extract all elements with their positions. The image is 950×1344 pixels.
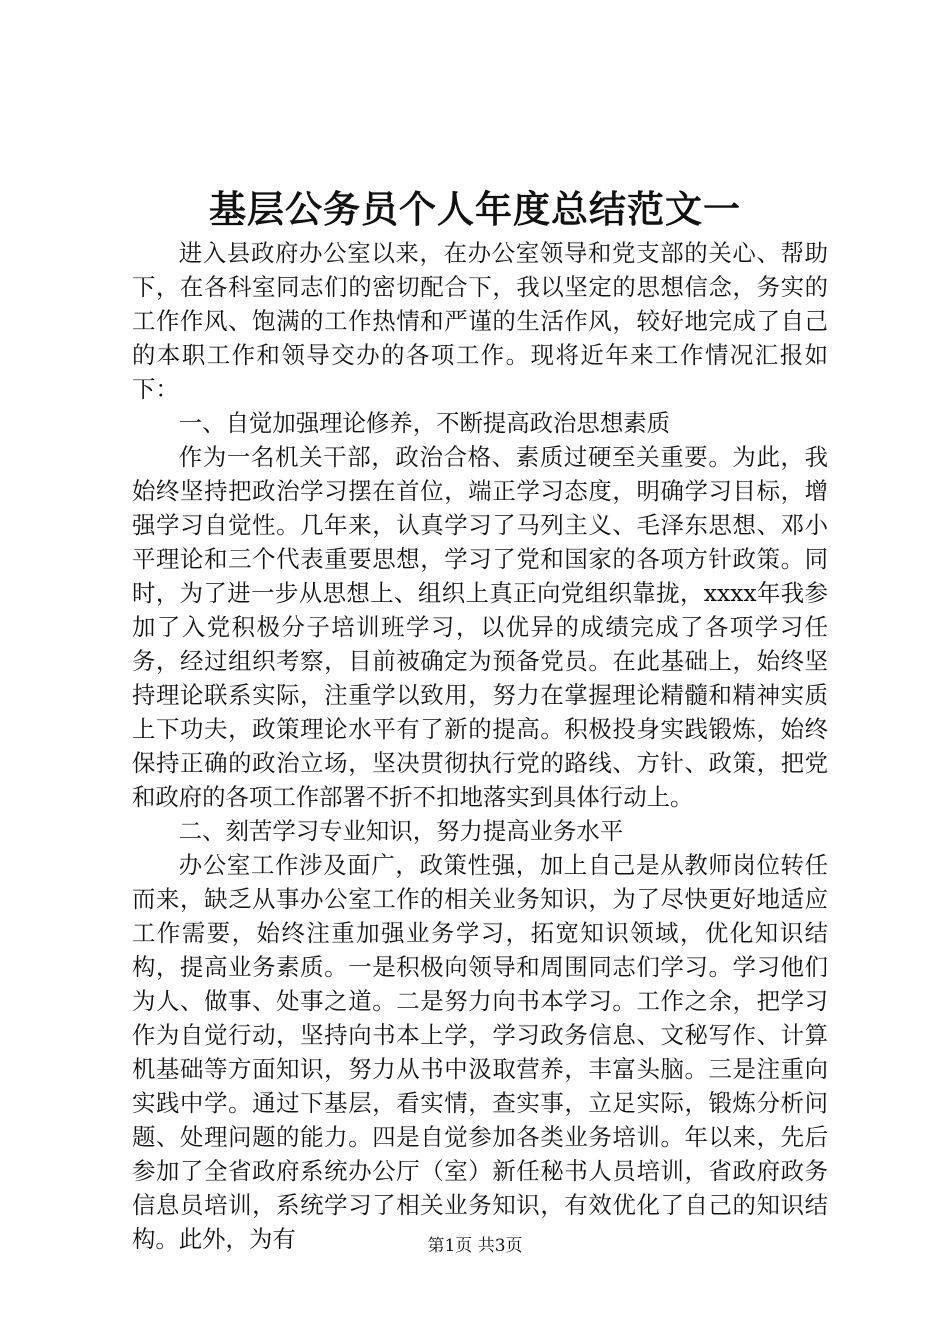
section-heading-1: 一、自觉加强理论修养，不断提高政治思想素质 <box>178 409 670 437</box>
intro-paragraph: 进入县政府办公室以来，在办公室领导和党支部的关心、帮助下，在各科室同志们的密切配合下，我以坚定的思想信念，务实的工作作风、饱满的工作热情和严谨的生活作风，较好地完成了自己的本职工作和领导交办的各项工作。现将近年来工作情况汇报如下： <box>132 239 828 403</box>
page-number-footer: 第1页 共3页 <box>427 1236 523 1256</box>
document-title: 基层公务员个人年度总结范文一 <box>209 187 741 231</box>
section-heading-2: 二、刻苦学习专业知识，努力提高业务水平 <box>178 817 624 845</box>
section-2-paragraph: 办公室工作涉及面广，政策性强，加上自己是从教师岗位转任而来，缺乏从事办公室工作的相关业务知识，为了尽快更好地适应工作需要，始终注重加强业务学习，拓宽知识领域，优化知识结构，提高业务素质。一是积极向领导和周围同志们学习。学习他们为人、做事、处事之道。二是努力向书本学习。工作之余，把学习作为自觉行动，坚持向书本上学，学习政务信息、文秘写作、计算机基础等方面知识，努力从书中汲取营养，丰富头脑。三是注重向实践中学。通过下基层，看实情，查实事，立足实际，锻炼分析问题、处理问题的能力。四是自觉参加各类业务培训。年以来，先后参加了全省政府系统办公厅（室）新任秘书人员培训，省政府政务信息员培训，系统学习了相关业务知识，有效优化了自己的知识结构。此外，为有 <box>132 851 828 1253</box>
section-1-paragraph: 作为一名机关干部，政治合格、素质过硬至关重要。为此，我始终坚持把政治学习摆在首位，端正学习态度，明确学习目标，增强学习自觉性。几年来，认真学习了马列主义、毛泽东思想、邓小平理论和三个代表重要思想，学习了党和国家的各项方针政策。同时，为了进一步从思想上、组织上真正向党组织靠拢，xxxx年我参加了入党积极分子培训班学习，以优异的成绩完成了各项学习任务，经过组织考察，目前被确定为预备党员。在此基础上，始终坚持理论联系实际，注重学以致用，努力在掌握理论精髓和精神实质上下功夫，政策理论水平有了新的提高。积极投身实践锻炼，始终保持正确的政治立场，坚决贯彻执行党的路线、方针、政策，把党和政府的各项工作部署不折不扣地落实到具体行动上。 <box>132 443 828 811</box>
document-body <box>132 236 828 1256</box>
